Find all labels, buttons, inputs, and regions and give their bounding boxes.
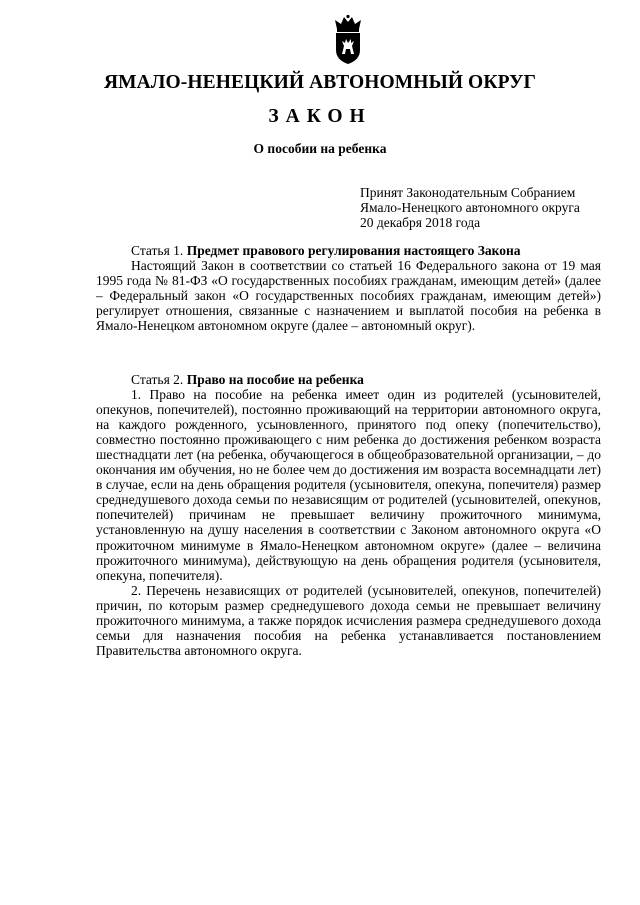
article-1-prefix: Статья 1. bbox=[131, 243, 187, 258]
article-2-heading bbox=[96, 372, 601, 387]
article-2-paragraph-2: 2. Перечень независящих от родителей (усыновителей, опекунов, попечителей) причин, по которым размер среднедушевого дохода семьи не превышает величину прожиточного минимума, а также порядок исчисления размера среднедушевого дохода семьи для назначения пособия на ребенка устанавливается постановлением Правительства автономного округа. bbox=[96, 582, 601, 658]
region-name: ЯМАЛО-НЕНЕЦКИЙ АВТОНОМНЫЙ ОКРУГ bbox=[103, 72, 537, 93]
adoption-line-3: 20 декабря 2018 года bbox=[360, 215, 481, 230]
article-1-title: Предмет правового регулирования настоящего Закона bbox=[186, 243, 521, 258]
article-1 bbox=[96, 243, 601, 333]
article-2-prefix: Статья 2. bbox=[131, 372, 187, 387]
article-2 bbox=[96, 372, 601, 658]
document-type: ЗАКОН bbox=[268, 106, 372, 127]
article-2-paragraph-1: 1. Право на пособие на ребенка имеет один из родителей (усыновителей, опекунов, попечителей), постоянно проживающий на территории автономного округа, на каждого рожденного, усыновленного, принятого под опеку (попечительство), совместно постоянно проживающего с ним ребенка до достижения ребенком возраста шестнадцати лет (на ребенка, обучающегося в общеобразовательной организации, – до окончания им обучения, но не более чем до достижения им возраста восемнадцати лет) в случае, если на день обращения родителя (усыновителя, опекуна, попечителя) размер среднедушевого дохода семьи по независящим от родителей (усыновителей, опекунов, попечителей) причинам не превышает величину прожиточного минимума, установленную на душу населения в соответствии с Законом автономного округа «О прожиточном минимуме в Ямало-Ненецком автономном округе» (далее – величина прожиточного минимума), действующую на день обращения родителя (усыновителя, опекуна, попечителя). bbox=[96, 387, 601, 583]
article-2-title: Право на пособие на ребенка bbox=[186, 372, 364, 387]
adoption-line-2: Ямало-Ненецкого автономного округа bbox=[360, 200, 580, 215]
adoption-line-1: Принят Законодательным Собранием bbox=[360, 185, 576, 200]
document-title: О пособии на ребенка bbox=[253, 141, 387, 156]
adoption-note bbox=[360, 185, 580, 230]
coat-of-arms-icon bbox=[330, 14, 366, 66]
article-1-text: Настоящий Закон в соответствии со статьей 16 Федерального закона от 19 мая 1995 года № 81-ФЗ «О государственных пособиях гражданам, имеющим детей» (далее – Федеральный закон «О государственных пособиях гражданам, имеющим детей») регулирует отношения, связанные с назначением и выплатой пособия на ребенка в Ямало-Ненецком автономном округе (далее – автономный округ). bbox=[96, 258, 601, 334]
article-1-heading bbox=[96, 243, 601, 258]
